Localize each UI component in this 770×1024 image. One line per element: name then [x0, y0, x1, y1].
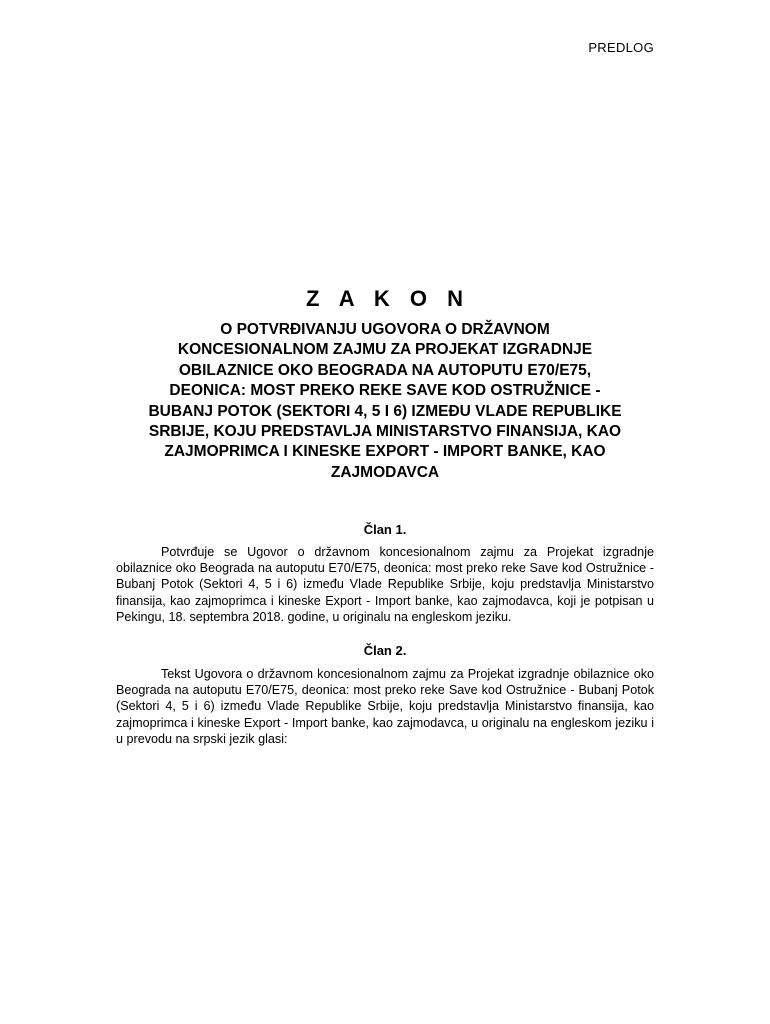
article-1-heading: Član 1.: [363, 522, 407, 537]
law-heading: Z A K O N: [305, 286, 471, 311]
article-2-heading: Član 2.: [363, 643, 407, 658]
document-status-label: PREDLOG: [588, 40, 654, 55]
law-title: O POTVRĐIVANJU UGOVORA O DRŽAVNOM KONCESIONALNOM ZAJMU ZA PROJEKAT IZGRADNJE OBILAZNICE OKO BEOGRADA NA AUTOPUTU E70/E75, DEONICA: MOST PREKO REKE SAVE KOD OSTRUŽNICE - BUBANJ POTOK (SEKTORI 4, 5 I 6) IZMEĐU VLADE REPUBLIKE SRBIJE, KOJU PREDSTAVLJA MINISTARSTVO FINANSIJA, KAO ZAJMOPRIMCA I KINESKE EXPORT - IMPORT BANKE, KAO ZAJMODAVCA: [148, 321, 622, 481]
article-1-text: Potvrđuje se Ugovor o državnom koncesionalnom zajmu za Projekat izgradnje obilaznice oko Beograda na autoputu E70/E75, deonica: most preko reke Save kod Ostružnice - Bubanj Potok (Sektori 4, 5 i 6) između Vlade Republike Srbije, koju predstavlja Ministarstvo finansija, kao zajmoprimca i kineske Export - Import banke, kao zajmodavca, koji je potpisan u Pekingu, 18. septembra 2018. godine, u originalu na engleskom jeziku.: [116, 545, 654, 624]
article-2-text: Tekst Ugovora o državnom koncesionalnom zajmu za Projekat izgradnje obilaznice oko Beograda na autoputu E70/E75, deonica: most preko reke Save kod Ostružnice - Bubanj Potok (Sektori 4, 5 i 6) između Vlade Republike Srbije, koju predstavlja Ministarstvo finansija, kao zajmoprimca i kineske Export - Import banke, kao zajmodavca, u originalu na engleskom jeziku i u prevodu na srpski jezik glasi:: [116, 667, 654, 746]
